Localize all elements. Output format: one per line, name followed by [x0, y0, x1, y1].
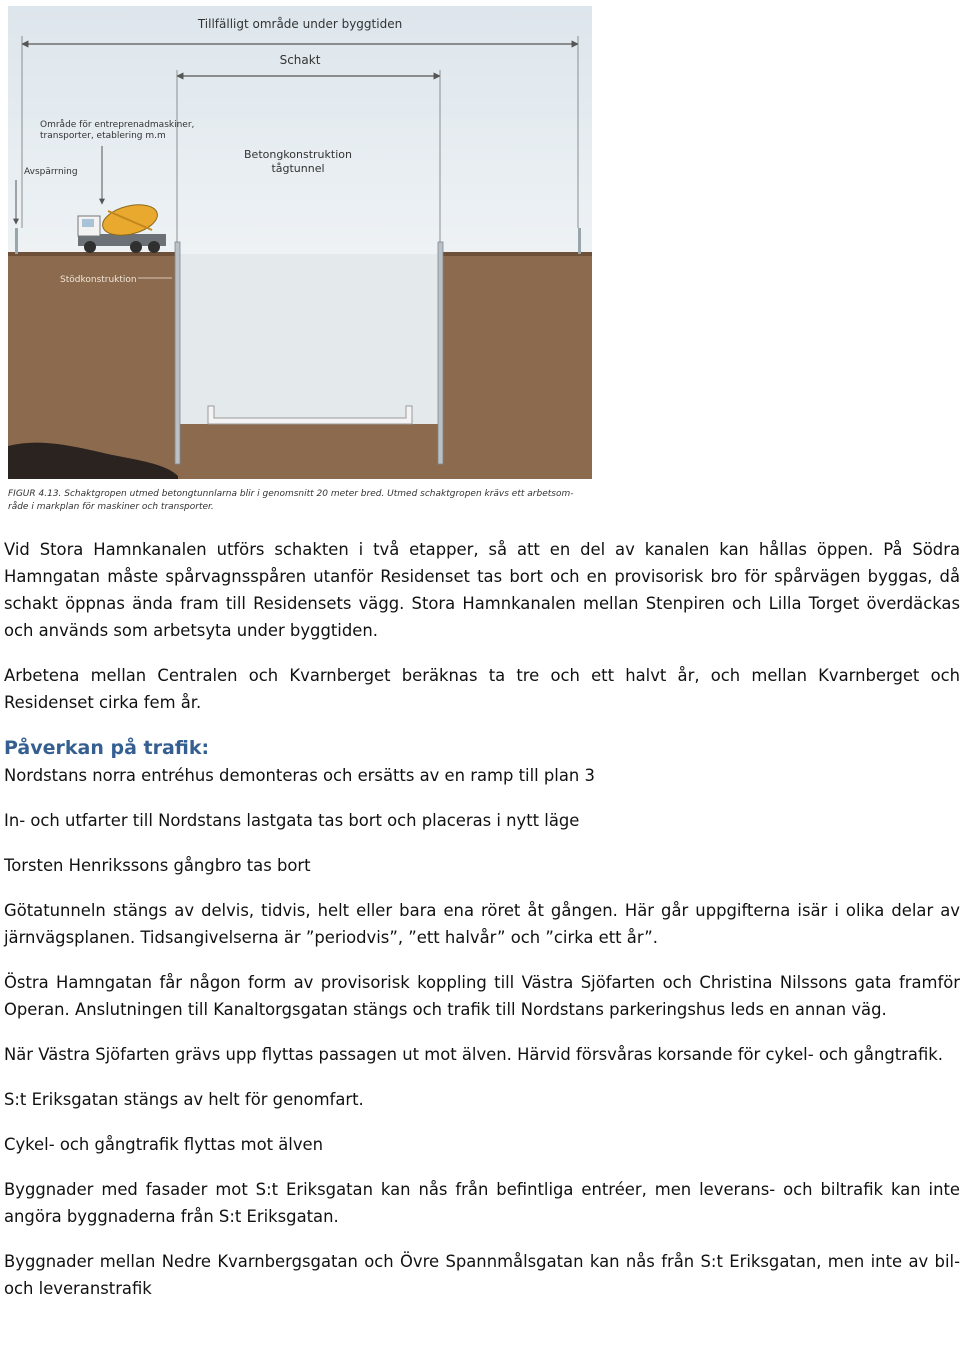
soil-right [440, 254, 592, 479]
label-shaft: Schakt [279, 53, 321, 67]
barrier-post-right [578, 228, 581, 254]
traffic-heading: Påverkan på trafik: [4, 737, 210, 759]
traffic-item: När Västra Sjöfarten grävs upp flyttas passagen ut mot älven. Härvid försvåras korsande för cykel- och gångtrafik. [4, 1045, 943, 1064]
label-machine-area-line1: Område för entreprenadmaskiner, [40, 120, 195, 130]
traffic-item: Östra Hamngatan får någon form av provisorisk koppling till Västra Sjöfarten och Christina Nilssons gata framför Operan. Anslutningen till Kanaltorgsgatan stängs och trafik till Nordstans parkeringshus leds en annan väg. [4, 973, 960, 1019]
label-support: Stödkonstruktion [60, 275, 137, 285]
construction-figure [8, 6, 592, 516]
traffic-item: Torsten Henrikssons gångbro tas bort [4, 856, 311, 875]
figure-caption-line1: FIGUR 4.13. Schaktgropen utmed betongtunnlarna blir i genomsnitt 20 meter bred. Utmed schaktgropen krävs ett arbetsom- [8, 489, 574, 499]
article-body [4, 536, 960, 1302]
soil-bottom [178, 424, 440, 479]
ground-surface-right [440, 252, 592, 256]
traffic-item: In- och utfarter till Nordstans lastgata tas bort och placeras i nytt läge [4, 811, 580, 830]
label-concrete-line1: Betongkonstruktion [244, 148, 352, 161]
shaft-cavity [178, 254, 440, 424]
barrier-post-left [15, 228, 18, 254]
traffic-item: Cykel- och gångtrafik flyttas mot älven [4, 1135, 324, 1154]
label-concrete-line2: tågtunnel [271, 162, 325, 175]
traffic-item: Byggnader med fasader mot S:t Eriksgatan kan nås från befintliga entréer, men leverans- och biltrafik kan inte angöra byggnaderna från S:t Eriksgatan. [4, 1180, 960, 1226]
support-wall-left [175, 242, 180, 464]
support-wall-right [438, 242, 443, 464]
traffic-item: Byggnader mellan Nedre Kvarnbergsgatan och Övre Spannmålsgatan kan nås från S:t Eriksgatan, men inte av bil- och leveranstrafik [4, 1252, 960, 1298]
traffic-item: Götatunneln stängs av delvis, tidvis, helt eller bara ena röret åt gången. Här går uppgifterna isär i olika delar av järnvägsplanen. Tidsangivelserna är ”periodvis”, ”ett halvår” och ”cirka ett år”. [4, 901, 960, 947]
label-machine-area-line2: transporter, etablering m.m [40, 131, 166, 141]
label-temp-area: Tillfälligt område under byggtiden [197, 17, 403, 31]
traffic-item: S:t Eriksgatan stängs av helt för genomfart. [4, 1090, 364, 1109]
paragraph-duration: Arbetena mellan Centralen och Kvarnberget beräknas ta tre och ett halvt år, och mellan Kvarnberget och Residenset cirka fem år. [4, 666, 960, 712]
traffic-item: Nordstans norra entréhus demonteras och ersätts av en ramp till plan 3 [4, 766, 595, 785]
figure-caption-line2: råde i markplan för maskiner och transporter. [8, 502, 214, 512]
shaft-cross-section-illustration [8, 6, 592, 516]
label-barrier: Avspärrning [24, 167, 78, 177]
paragraph-excavation: Vid Stora Hamnkanalen utförs schakten i två etapper, så att en del av kanalen kan hållas öppen. På Södra Hamngatan måste spårvagnsspåren utanför Residenset tas bort och en provisorisk bro för spårvägen byggas, då schakt öppnas ända fram till Residensets vägg. Stora Hamnkanalen mellan Stenpiren och Lilla Torget överdäckas och används som arbetsyta under byggtiden. [4, 540, 960, 640]
